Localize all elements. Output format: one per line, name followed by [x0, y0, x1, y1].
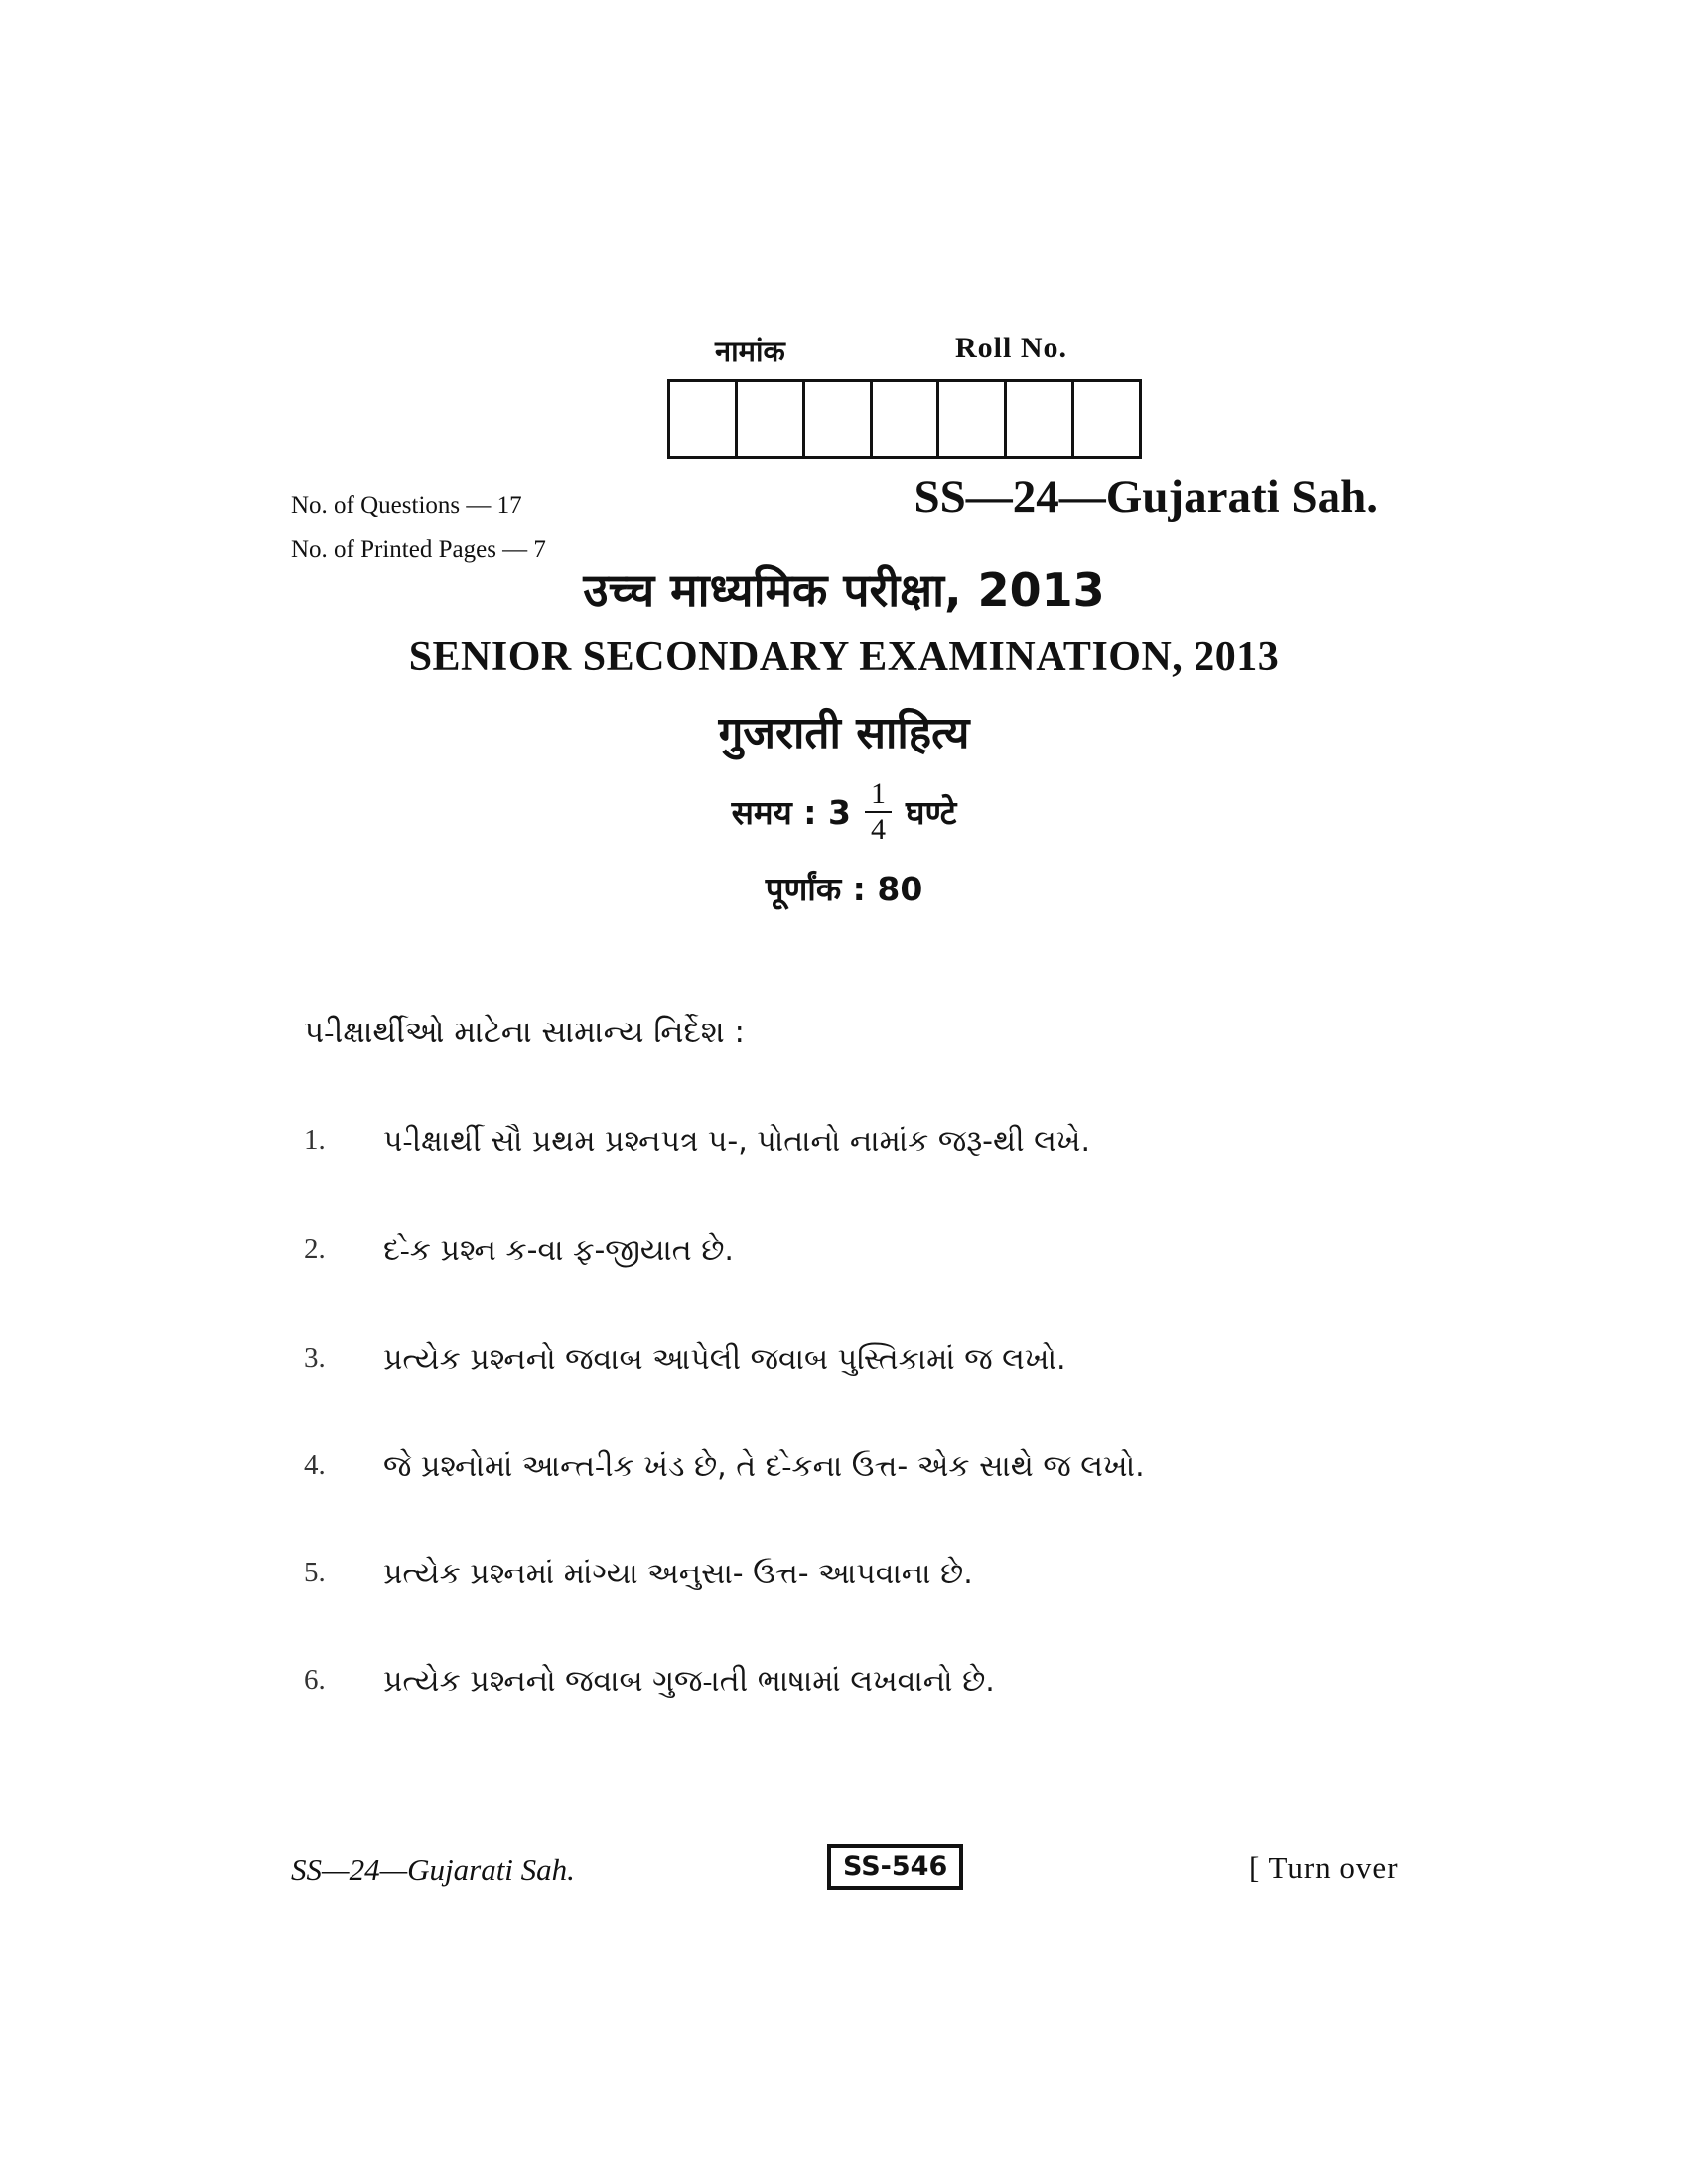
paper-code-heading: SS—24—Gujarati Sah. [914, 472, 1378, 523]
roll-digit-cell-1 [670, 382, 738, 456]
instruction-item-2 [304, 1233, 1446, 1268]
printed-pages-line: No. of Printed Pages — 7 [291, 536, 546, 563]
instruction-number: 2. [304, 1233, 326, 1265]
footer-series-code-badge: SS-546 [827, 1844, 963, 1890]
instruction-item-4 [304, 1449, 1446, 1484]
roll-digit-cell-6 [1007, 382, 1074, 456]
roll-number-grid [667, 379, 1142, 459]
questions-count-line: No. of Questions — 17 [291, 492, 522, 519]
roll-digit-cell-2 [738, 382, 805, 456]
instruction-number: 1. [304, 1124, 326, 1156]
instruction-text: પ્રત્યેક પ્રશ્નનો જવાબ ગુજ-ાતી ભાષામાં લખવાનો છે. [383, 1664, 995, 1699]
instruction-item-3 [304, 1342, 1446, 1377]
instruction-item-1 [304, 1124, 1446, 1159]
subject-title: गुजराती साहित्य [718, 708, 970, 758]
time-unit: घण्टे [905, 793, 957, 832]
roll-digit-cell-7 [1074, 382, 1139, 456]
instruction-text: પ-ીક્ષાર્થી સૌ પ્રથમ પ્રશ્નપત્ર પ-, પોતાનો નામાંક જરૂ-થી લખે. [383, 1124, 1091, 1159]
time-label: समय : 3 [731, 793, 851, 832]
roll-digit-cell-3 [805, 382, 873, 456]
footer-paper-code: SS—24—Gujarati Sah. [291, 1852, 575, 1887]
instruction-number: 4. [304, 1449, 326, 1481]
exam-title-hindi: उच्च माध्यमिक परीक्षा, 2013 [583, 563, 1105, 616]
instruction-number: 3. [304, 1342, 326, 1374]
instruction-item-6 [304, 1664, 1446, 1699]
roll-digit-cell-4 [873, 382, 940, 456]
instruction-text: દ-ેક પ્રશ્ન ક-વા ફ-જીયાત છે. [383, 1233, 734, 1268]
namank-label: नामांक [715, 335, 785, 368]
time-fraction [865, 778, 892, 845]
instruction-text: પ્રત્યેક પ્રશ્નમાં માંગ્યા અનુસા- ઉત્ત- આપવાના છે. [383, 1557, 973, 1591]
roll-no-label: Roll No. [955, 332, 1067, 364]
instruction-text: પ્રત્યેક પ્રશ્નનો જવાબ આપેલી જવાબ પુસ્તિકામાં જ લખો. [383, 1342, 1066, 1377]
fraction-denominator: 4 [870, 812, 886, 846]
instruction-item-5 [304, 1557, 1446, 1591]
fraction-numerator: 1 [865, 778, 892, 813]
exam-title-english: SENIOR SECONDARY EXAMINATION, 2013 [408, 634, 1280, 680]
time-allowed-line [0, 778, 1688, 845]
instruction-number: 5. [304, 1557, 326, 1588]
instruction-number: 6. [304, 1664, 326, 1696]
instruction-text: જે પ્રશ્નોમાં આન્ત-ીક ખંડ છે, તે દ-ેકના ઉત્ત- એક સાથે જ લખો. [383, 1449, 1145, 1484]
turn-over-note: [ Turn over [1249, 1850, 1399, 1885]
instructions-heading: પ-ીક્ષાર્થીઓ માટેના સામાન્ય નિર્દેશ : [304, 1015, 745, 1050]
roll-digit-cell-5 [939, 382, 1007, 456]
max-marks-line: पूर्णांक : 80 [765, 870, 923, 908]
